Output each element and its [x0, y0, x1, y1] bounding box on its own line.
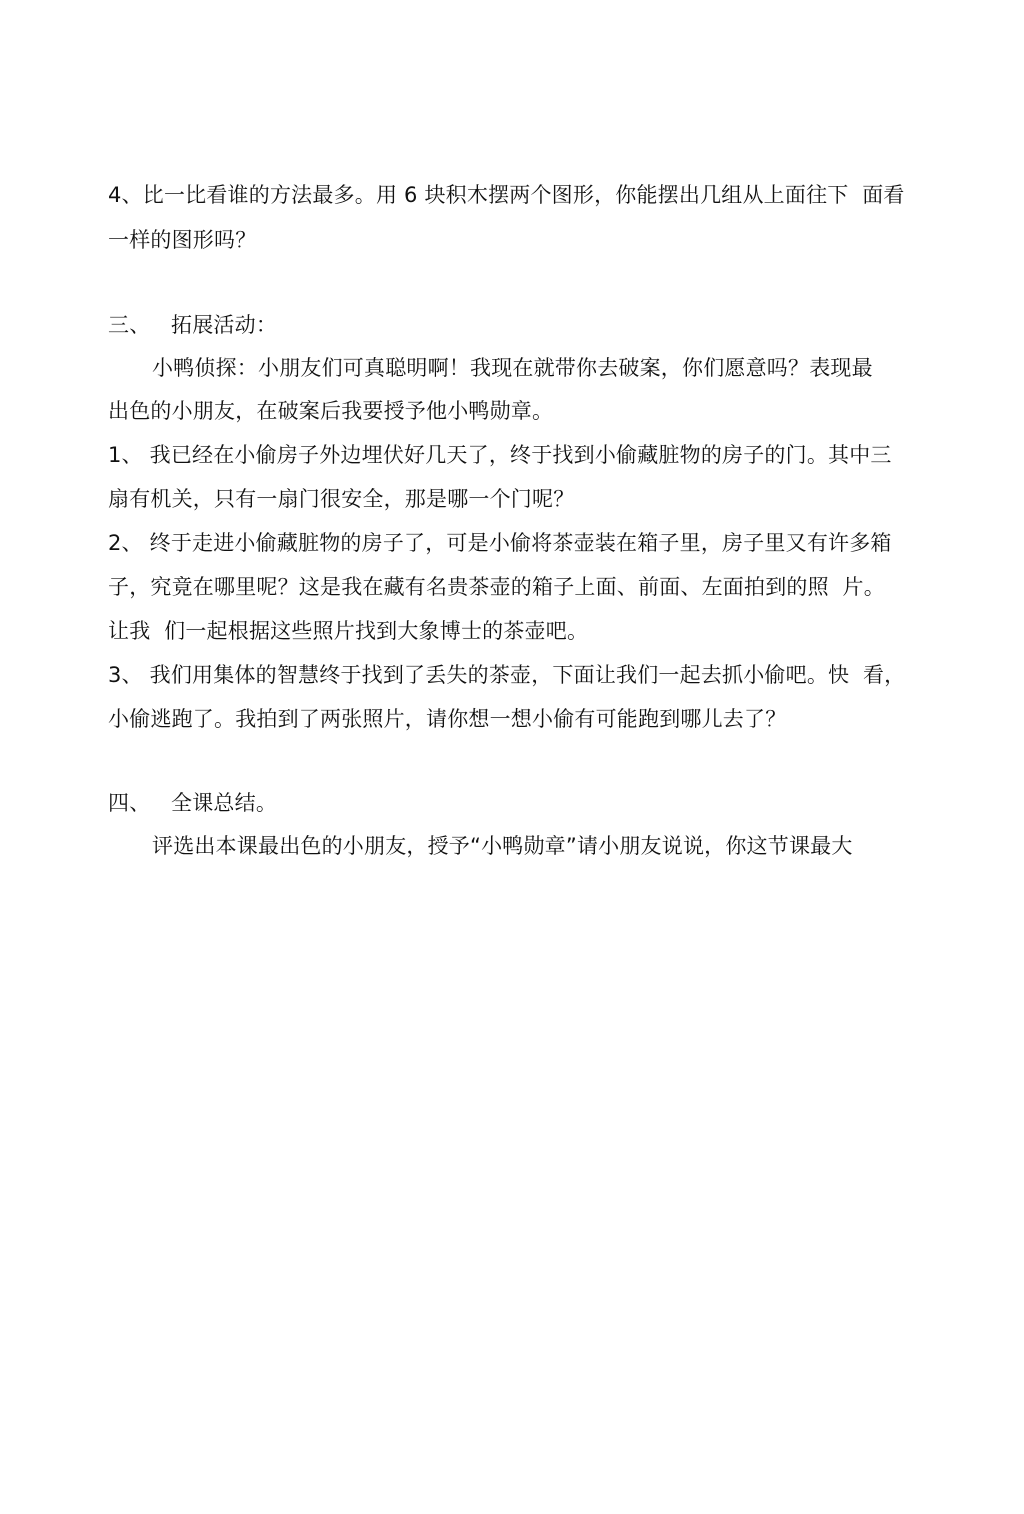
section3-heading: 三、 拓展活动：	[108, 313, 278, 337]
section3-item2-line1: 2、 终于走进小偷藏脏物的房子了，可是小偷将茶壶装在箱子里，房子里又有许多箱	[108, 531, 892, 555]
section4-body-line1: 评选出本课最出色的小朋友，授予“小鸭勋章”请小朋友说说，你这节课最大	[152, 834, 853, 858]
section3-item2-line2: 子，究竟在哪里呢？这是我在藏有名贵茶壶的箱子上面、前面、左面拍到的照 片。	[108, 575, 885, 599]
section3-item1-line2: 扇有机关，只有一扇门很安全，那是哪一个门呢？	[108, 487, 575, 511]
item4-line2: 一样的图形吗？	[108, 228, 257, 252]
section4-heading: 四、 全课总结。	[108, 791, 278, 815]
section3-intro-line1: 小鸭侦探：小朋友们可真聪明啊！我现在就带你去破案，你们愿意吗？表现最	[152, 356, 873, 380]
section3-item3-line2: 小偷逃跑了。我拍到了两张照片，请你想一想小偷有可能跑到哪儿去了？	[108, 707, 787, 731]
section3-item2-line3: 让我 们一起根据这些照片找到大象博士的茶壶吧。	[108, 619, 589, 643]
section3-item1-line1: 1、 我已经在小偷房子外边埋伏好几天了，终于找到小偷藏脏物的房子的门。其中三	[108, 443, 892, 467]
section3-intro-line2: 出色的小朋友，在破案后我要授予他小鸭勋章。	[108, 399, 554, 423]
section3-item3-line1: 3、 我们用集体的智慧终于找到了丢失的茶壶，下面让我们一起去抓小偷吧。快 看，	[108, 663, 906, 687]
item4-line1: 4、比一比看谁的方法最多。用 6 块积木摆两个图形，你能摆出几组从上面往下 面看	[108, 183, 905, 207]
